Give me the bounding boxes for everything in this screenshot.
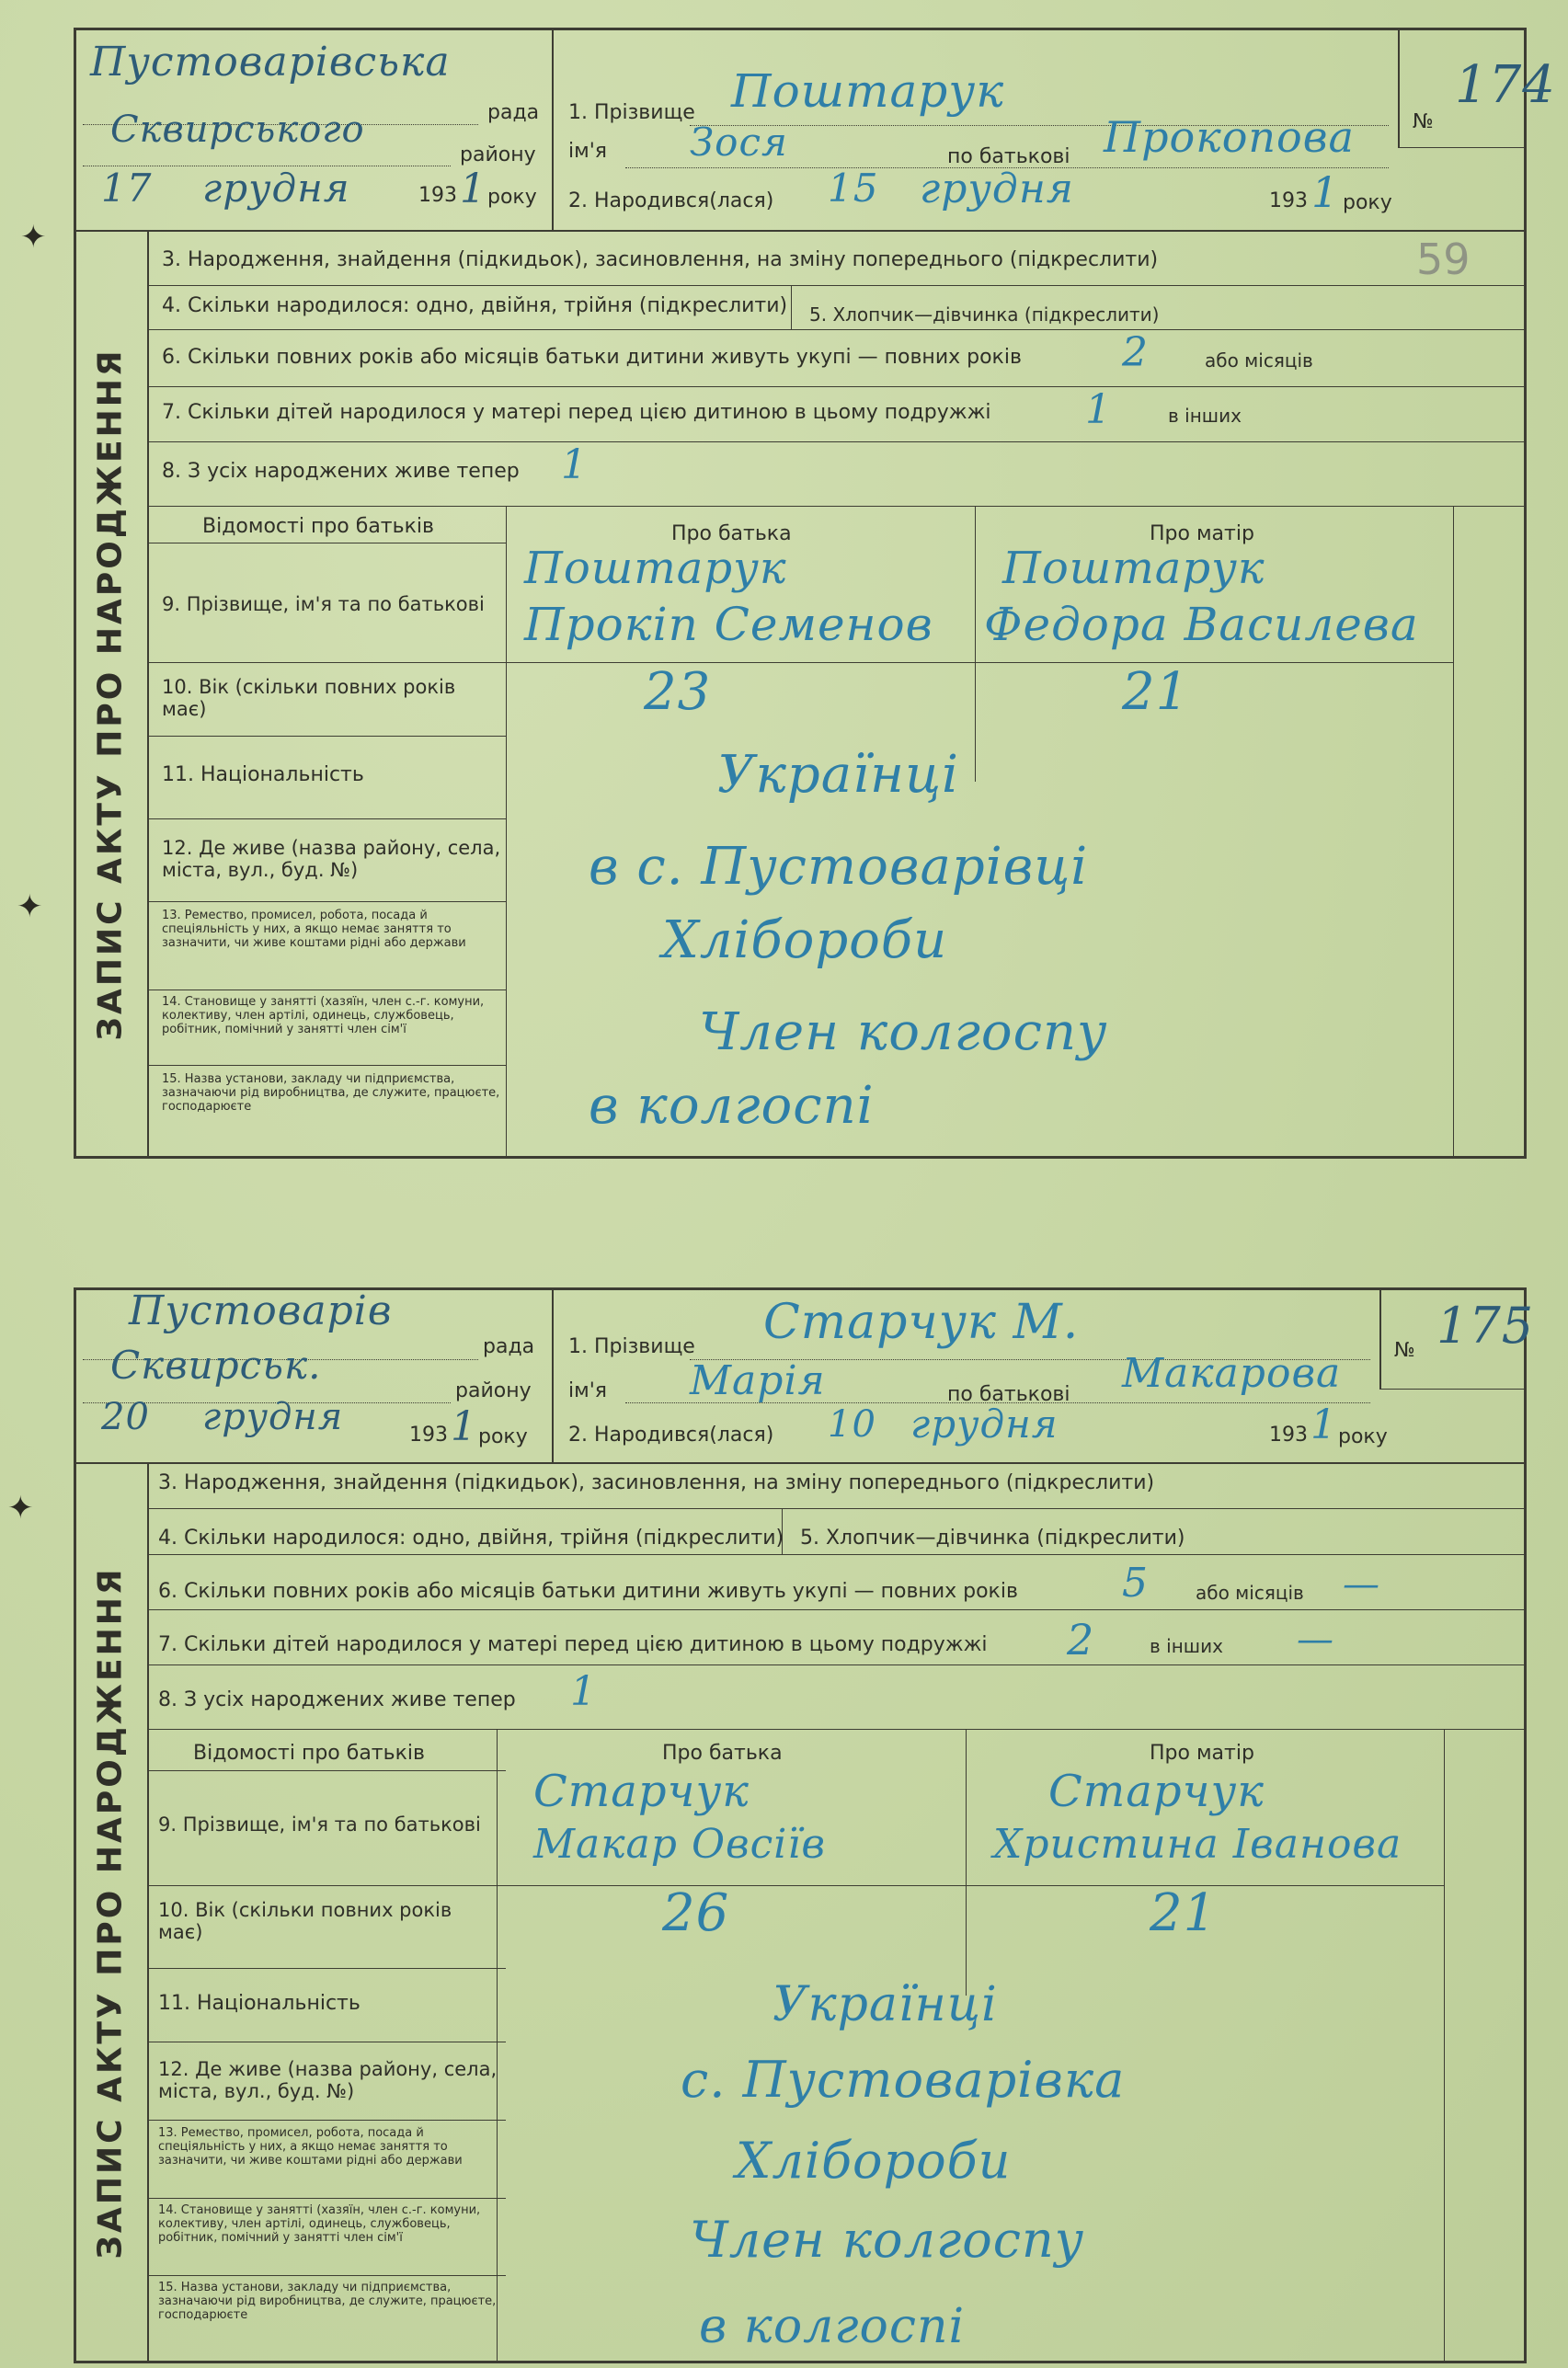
- mother-name: Федора Василева: [984, 598, 1419, 651]
- child-patronymic: Макарова: [1122, 1350, 1342, 1397]
- born-year-suffix: 1: [1311, 167, 1340, 217]
- q5-label: 5. Хлопчик—дівчинка (підкреслити): [809, 303, 1160, 326]
- q10-label: 10. Вік (скільки повних років має): [158, 1899, 452, 1943]
- mother-surname: Старчук: [1048, 1766, 1265, 1817]
- father-surname: Поштарук: [524, 543, 787, 594]
- residence: с. Пустоварівка: [681, 2051, 1126, 2109]
- mother-surname: Поштарук: [1002, 543, 1265, 594]
- reg-year-suffix: 1: [460, 166, 486, 212]
- reg-month: грудня: [202, 1396, 344, 1438]
- margin-mark: ✦: [20, 219, 47, 256]
- born-month: грудня: [920, 166, 1074, 212]
- q11-label: 11. Національність: [162, 763, 364, 786]
- occupation: Хлібороби: [662, 910, 948, 970]
- year-prefix: 193: [409, 1424, 448, 1447]
- registration-place-date: [74, 1287, 554, 1462]
- born-year-prefix: 193: [1269, 1424, 1308, 1447]
- q4-label: 4. Скільки народилося: одно, двійня, трійня (підкреслити): [162, 294, 788, 317]
- q7-tail: в інших: [1150, 1635, 1223, 1657]
- side-title: ЗАПИС АКТУ ПРО НАРОДЖЕННЯ: [91, 348, 130, 1041]
- col-father-header: Про батька: [662, 1742, 783, 1765]
- father-age: 23: [644, 662, 712, 722]
- nationality: Українці: [773, 1977, 998, 2032]
- born-day: 15: [828, 166, 879, 211]
- father-name: Макар Овсіїв: [533, 1821, 827, 1868]
- margin-mark: ✦: [17, 888, 43, 925]
- child-identity: [552, 28, 1398, 230]
- institution: в колгоспі: [589, 1076, 875, 1136]
- birth-record-1: [74, 28, 1556, 1159]
- name-label: ім'я: [568, 1379, 607, 1402]
- registration-place-date: [74, 28, 554, 230]
- record-number: 174: [1455, 55, 1556, 115]
- q4-label: 4. Скільки народилося: одно, двійня, трійня (підкреслити): [158, 1527, 784, 1550]
- q3-label: 3. Народження, знайдення (підкидьок), засиновлення, на зміну попереднього (підкреслити): [162, 248, 1159, 271]
- q14-label: 14. Становище у занятті (хазяїн, член с.-г. комуни, колективу, член артілі, одинець, службовець, робітник, помічний у занятті член сім'ї: [162, 995, 485, 1036]
- father-surname: Старчук: [533, 1766, 750, 1817]
- born-month: грудня: [910, 1401, 1059, 1447]
- position: Член колгоспу: [690, 2211, 1085, 2269]
- q5-label: 5. Хлопчик—дівчинка (підкреслити): [800, 1527, 1185, 1550]
- rada-value: Пустоварів: [129, 1287, 393, 1334]
- q15-label: 15. Назва установи, закладу чи підприємства, зазначаючи рід виробництва, де служите, працюєте, господарюєте: [158, 2281, 497, 2322]
- child-name: Марія: [690, 1357, 826, 1404]
- col-info-header: Відомості про батьків: [193, 1742, 425, 1765]
- record-header: [74, 1287, 1535, 1464]
- child-surname: Поштарук: [731, 64, 1005, 118]
- col-mother-header: Про матір: [1150, 522, 1254, 545]
- mother-age: 21: [1122, 662, 1190, 722]
- rada-label: рада: [487, 101, 540, 124]
- born-year-prefix: 193: [1269, 189, 1308, 212]
- born-label: 2. Народився(лася): [568, 1424, 774, 1447]
- q7-other: —: [1297, 1619, 1334, 1661]
- q7-label: 7. Скільки дітей народилося у матері перед цією дитиною в цьому подружжі: [162, 401, 991, 424]
- q14-label: 14. Становище у занятті (хазяїн, член с.-г. комуни, колективу, член артілі, одинець, службовець, робітник, помічний у занятті член сім'ї: [158, 2203, 481, 2245]
- mother-age: 21: [1150, 1883, 1218, 1943]
- born-year-label: року: [1338, 1425, 1388, 1448]
- child-identity: [552, 1287, 1388, 1462]
- year-label: року: [487, 186, 537, 209]
- side-title-box: [74, 230, 149, 1159]
- record-header: [74, 28, 1556, 232]
- patronymic-label: по батькові: [947, 1383, 1070, 1406]
- nationality: Українці: [717, 745, 959, 805]
- q3-label: 3. Народження, знайдення (підкидьок), засиновлення, на зміну попереднього (підкреслити): [158, 1471, 1155, 1494]
- father-age: 26: [662, 1883, 730, 1943]
- q7-count: 2: [1067, 1615, 1095, 1664]
- record-number: 175: [1436, 1297, 1535, 1355]
- raion-value: Сквирського: [110, 109, 365, 151]
- record-number-box: [1379, 1287, 1535, 1390]
- raion-value: Сквирськ.: [110, 1343, 322, 1388]
- surname-label: 1. Прізвище: [568, 101, 695, 124]
- residence: в с. Пустоварівці: [589, 837, 1089, 897]
- raion-label: району: [460, 143, 536, 166]
- q15-label: 15. Назва установи, закладу чи підприємства, зазначаючи рід виробництва, де служите, працюєте, господарюєте: [162, 1072, 500, 1114]
- occupation: Хлібороби: [736, 2132, 1012, 2190]
- q6-label: 6. Скільки повних років або місяців батьки дитини живуть укупі — повних років: [162, 346, 1022, 369]
- q6-label: 6. Скільки повних років або місяців батьки дитини живуть укупі — повних років: [158, 1580, 1018, 1603]
- q6-months: —: [1343, 1563, 1380, 1606]
- q10-label: 10. Вік (скільки повних років має): [162, 676, 456, 720]
- birth-record-2: [74, 1287, 1535, 2363]
- name-label: ім'я: [568, 140, 607, 163]
- child-surname: Старчук М.: [763, 1295, 1080, 1350]
- q13-label: 13. Ремество, промисел, робота, посада й спеціяльність у них, а якщо немає заняття то зазначити, чи живе коштами рідні або держави: [158, 2126, 463, 2168]
- q13-label: 13. Ремество, промисел, робота, посада й спеціяльність у них, а якщо немає заняття то зазначити, чи живе коштами рідні або держави: [162, 909, 466, 950]
- side-title: ЗАПИС АКТУ ПРО НАРОДЖЕННЯ: [91, 1566, 130, 2259]
- surname-label: 1. Прізвище: [568, 1335, 695, 1358]
- father-name: Прокіп Семенов: [524, 598, 933, 651]
- year-prefix: 193: [418, 184, 457, 207]
- q8-label: 8. З усіх народжених живе тепер: [162, 460, 520, 483]
- side-title-box: [74, 1462, 149, 2363]
- born-label: 2. Народився(лася): [568, 189, 774, 212]
- rada-value: Пустоварівська: [90, 39, 451, 86]
- reg-year-suffix: 1: [451, 1403, 477, 1450]
- pencil-note: 59: [1416, 235, 1471, 284]
- col-mother-header: Про матір: [1150, 1742, 1254, 1765]
- number-label: №: [1413, 110, 1434, 133]
- mother-name: Христина Іванова: [993, 1821, 1402, 1868]
- year-label: року: [478, 1425, 528, 1448]
- q6-tail: або місяців: [1205, 349, 1313, 372]
- q11-label: 11. Національність: [158, 1992, 361, 2015]
- q9-label: 9. Прізвище, ім'я та по батькові: [158, 1813, 481, 1836]
- reg-day: 17: [101, 166, 153, 211]
- q6-years: 5: [1122, 1560, 1149, 1607]
- born-year-label: року: [1343, 191, 1392, 214]
- institution: в колгоспі: [699, 2299, 966, 2354]
- q12-label: 12. Де живе (назва району, села, міста, вул., буд. №): [162, 837, 501, 881]
- col-info-header: Відомості про батьків: [202, 515, 434, 538]
- raion-label: району: [455, 1379, 532, 1402]
- position: Член колгоспу: [699, 1002, 1108, 1062]
- col-father-header: Про батька: [671, 522, 792, 545]
- q12-label: 12. Де живе (назва району, села, міста, вул., буд. №): [158, 2058, 498, 2102]
- reg-day: 20: [101, 1396, 150, 1438]
- q8-count: 1: [561, 441, 588, 488]
- q9-label: 9. Прізвище, ім'я та по батькові: [162, 593, 485, 615]
- born-day: 10: [828, 1403, 876, 1446]
- q6-tail: або місяців: [1196, 1582, 1304, 1604]
- number-label: №: [1394, 1339, 1415, 1362]
- margin-mark: ✦: [7, 1490, 34, 1527]
- q6-years: 2: [1122, 329, 1149, 376]
- q7-label: 7. Скільки дітей народилося у матері перед цією дитиною в цьому подружжі: [158, 1633, 988, 1656]
- q8-label: 8. З усіх народжених живе тепер: [158, 1688, 516, 1711]
- q7-count: 1: [1085, 386, 1112, 433]
- child-name: Зося: [690, 120, 788, 165]
- patronymic-label: по батькові: [947, 145, 1070, 168]
- child-patronymic: Прокопова: [1104, 112, 1355, 162]
- q7-tail: в інших: [1168, 405, 1242, 427]
- rada-label: рада: [483, 1335, 535, 1358]
- q8-count: 1: [570, 1668, 597, 1715]
- reg-month: грудня: [202, 166, 350, 211]
- born-year-suffix: 1: [1310, 1401, 1337, 1448]
- record-number-box: [1398, 28, 1556, 148]
